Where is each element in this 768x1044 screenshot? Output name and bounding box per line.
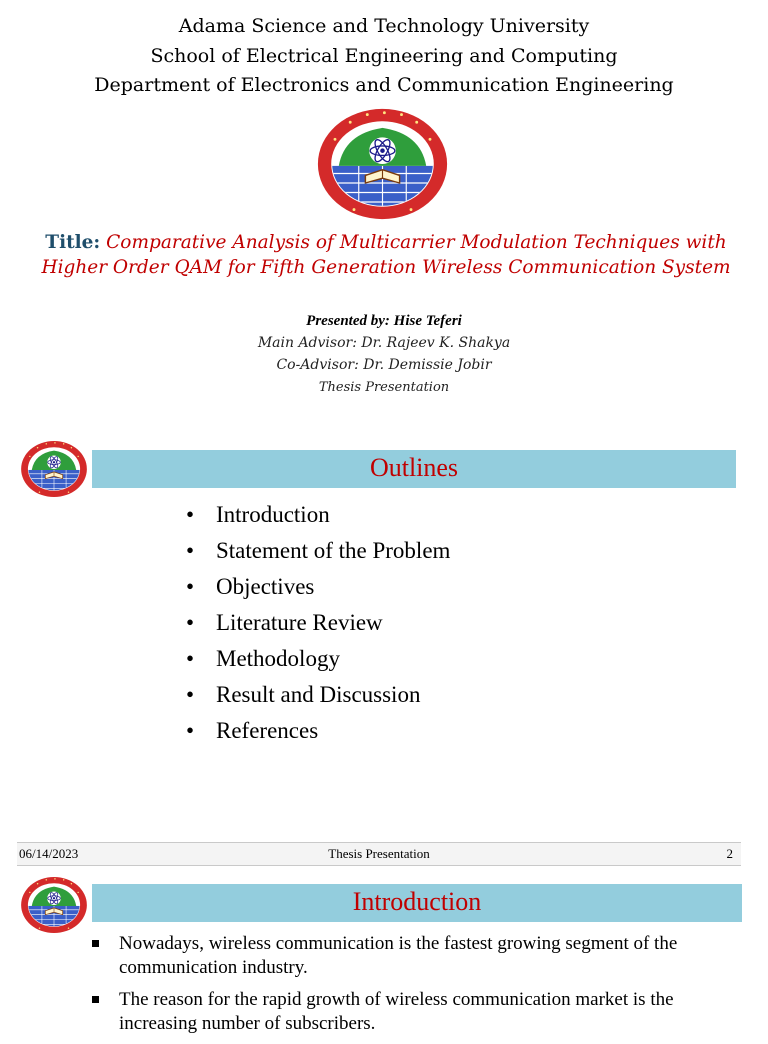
outline-list (186, 500, 450, 752)
presentation-type: Thesis Presentation (318, 380, 450, 395)
main-advisor: Main Advisor: Dr. Rajeev K. Shakya (257, 335, 511, 351)
title-text: Comparative Analysis of Multicarrier Modulation Techniques with Higher Order QAM for Fifth Generation Wireless Communication System (41, 232, 731, 278)
co-advisor: Co-Advisor: Dr. Demissie Jobir (276, 357, 492, 373)
title-slide (0, 0, 768, 420)
list-item-label: Result and Discussion (216, 682, 421, 707)
bullet-icon: • (186, 682, 195, 707)
list-item-text: Nowadays, wireless communication is the fastest growing segment of the communication industry. (119, 933, 678, 978)
list-item (186, 572, 450, 608)
footer-date: 06/14/2023 (19, 846, 79, 861)
presenter: Presented by: Hise Teferi (306, 313, 462, 329)
list-item-label: References (216, 718, 319, 743)
square-bullet-icon (92, 996, 99, 1003)
school-name: School of Electrical Engineering and Computing (150, 45, 618, 67)
university-name: Adama Science and Technology University (178, 15, 590, 37)
list-item-text: The reason for the rapid growth of wireless communication market is the increasing number of subscribers. (119, 989, 674, 1034)
bullet-icon: • (186, 646, 195, 671)
slide-heading: Outlines (369, 453, 459, 482)
list-item-label: Introduction (216, 502, 330, 527)
list-item (186, 500, 450, 536)
list-item-label: Objectives (216, 574, 315, 599)
bullet-icon: • (186, 610, 195, 635)
list-item-label: Literature Review (216, 610, 383, 635)
heading-band (92, 450, 736, 488)
intro-bullets (92, 932, 732, 1044)
bullet-icon: • (186, 574, 195, 599)
list-item (186, 608, 450, 644)
thesis-title (36, 230, 736, 280)
footer-title: Thesis Presentation (328, 846, 430, 861)
list-item-label: Methodology (216, 646, 340, 671)
outlines-slide (0, 430, 768, 868)
list-item (92, 988, 732, 1036)
department-name: Department of Electronics and Communication Engineering (94, 74, 674, 96)
bullet-icon: • (186, 538, 195, 563)
page-number: 2 (726, 846, 733, 861)
heading-band (92, 884, 742, 922)
university-logo-icon (316, 104, 449, 224)
university-logo-icon (17, 876, 91, 934)
university-logo-icon (17, 440, 91, 498)
slide-footer (17, 842, 741, 866)
bullet-icon: • (186, 502, 195, 527)
bullet-icon: • (186, 718, 195, 743)
list-item (186, 716, 450, 752)
title-label: Title: (45, 232, 101, 253)
list-item (186, 536, 450, 572)
list-item-label: Statement of the Problem (216, 538, 451, 563)
introduction-slide (0, 868, 768, 1034)
list-item (186, 680, 450, 716)
list-item (186, 644, 450, 680)
list-item (92, 932, 732, 980)
slide-heading: Introduction (352, 887, 482, 916)
square-bullet-icon (92, 940, 99, 947)
